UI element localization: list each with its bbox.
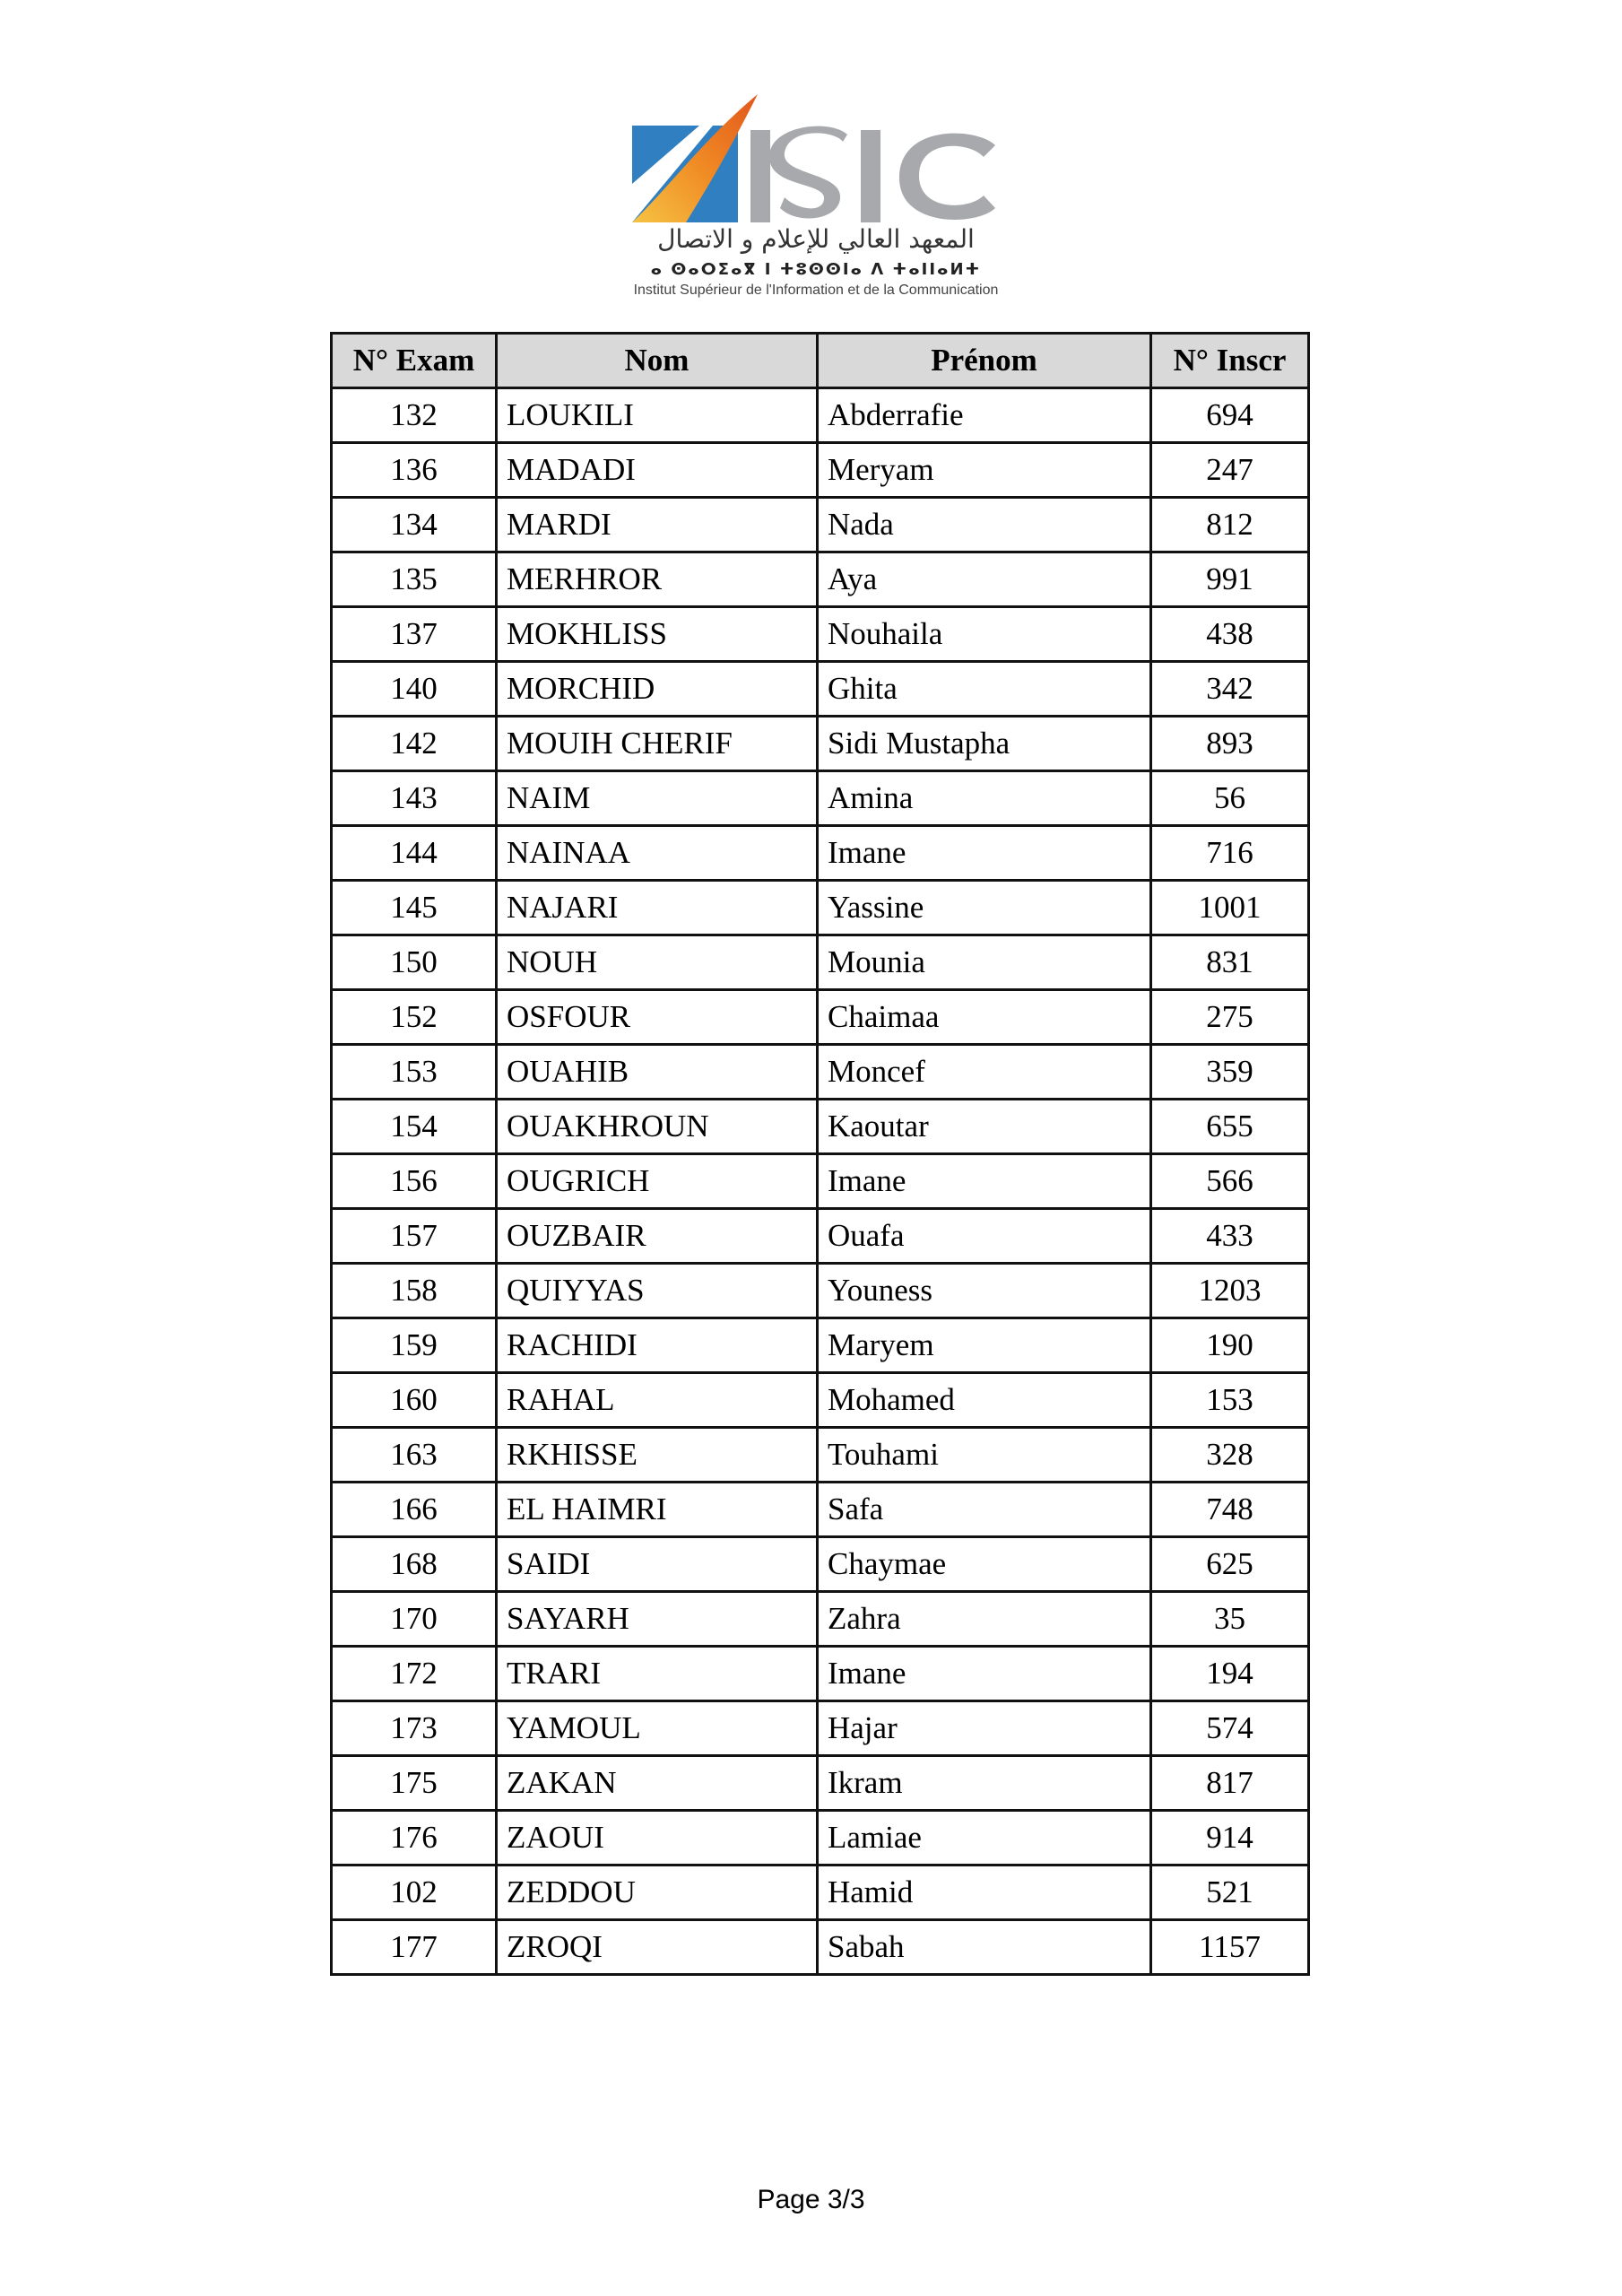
cell-exam-number: 102: [332, 1866, 497, 1920]
cell-exam-number: 157: [332, 1209, 497, 1264]
header-exam-number: N° Exam: [332, 334, 497, 388]
cell-first-name: Chaymae: [818, 1537, 1151, 1592]
cell-exam-number: 177: [332, 1920, 497, 1975]
cell-registration-number: 914: [1151, 1811, 1309, 1866]
cell-last-name: MADADI: [497, 443, 818, 498]
cell-registration-number: 625: [1151, 1537, 1309, 1592]
cell-registration-number: 1157: [1151, 1920, 1309, 1975]
table-row: [332, 717, 1309, 771]
table-row: [332, 771, 1309, 826]
cell-last-name: NAIM: [497, 771, 818, 826]
cell-exam-number: 140: [332, 662, 497, 717]
cell-last-name: EL HAIMRI: [497, 1483, 818, 1537]
table-row: [332, 607, 1309, 662]
cell-last-name: QUIYYAS: [497, 1264, 818, 1318]
cell-registration-number: 521: [1151, 1866, 1309, 1920]
table-row: [332, 990, 1309, 1045]
table-row: [332, 1428, 1309, 1483]
cell-exam-number: 143: [332, 771, 497, 826]
table-row: [332, 1100, 1309, 1154]
table-row: [332, 1920, 1309, 1975]
header-last-name: Nom: [497, 334, 818, 388]
cell-exam-number: 153: [332, 1045, 497, 1100]
cell-last-name: MORCHID: [497, 662, 818, 717]
header-registration-number: N° Inscr: [1151, 334, 1309, 388]
cell-last-name: NOUH: [497, 935, 818, 990]
cell-exam-number: 160: [332, 1373, 497, 1428]
cell-first-name: Meryam: [818, 443, 1151, 498]
table-row: [332, 1756, 1309, 1811]
cell-first-name: Mounia: [818, 935, 1151, 990]
cell-first-name: Hamid: [818, 1866, 1151, 1920]
cell-registration-number: 190: [1151, 1318, 1309, 1373]
cell-exam-number: 152: [332, 990, 497, 1045]
cell-registration-number: 831: [1151, 935, 1309, 990]
cell-first-name: Sabah: [818, 1920, 1151, 1975]
cell-exam-number: 134: [332, 498, 497, 552]
cell-last-name: MARDI: [497, 498, 818, 552]
cell-last-name: OUGRICH: [497, 1154, 818, 1209]
cell-exam-number: 168: [332, 1537, 497, 1592]
cell-registration-number: 1001: [1151, 881, 1309, 935]
table-row: [332, 1537, 1309, 1592]
cell-first-name: Safa: [818, 1483, 1151, 1537]
cell-exam-number: 144: [332, 826, 497, 881]
cell-last-name: OUAHIB: [497, 1045, 818, 1100]
cell-first-name: Amina: [818, 771, 1151, 826]
cell-registration-number: 433: [1151, 1209, 1309, 1264]
table-row: [332, 1592, 1309, 1647]
cell-first-name: Abderrafie: [818, 388, 1151, 443]
table-row: [332, 1811, 1309, 1866]
cell-registration-number: 247: [1151, 443, 1309, 498]
header-first-name: Prénom: [818, 334, 1151, 388]
isic-logo-mark: [632, 90, 1000, 224]
cell-exam-number: 154: [332, 1100, 497, 1154]
table-row: [332, 662, 1309, 717]
cell-last-name: RAHAL: [497, 1373, 818, 1428]
table-row: [332, 826, 1309, 881]
table-row: [332, 1209, 1309, 1264]
cell-last-name: OUAKHROUN: [497, 1100, 818, 1154]
cell-registration-number: 991: [1151, 552, 1309, 607]
cell-exam-number: 132: [332, 388, 497, 443]
table-row: [332, 1701, 1309, 1756]
cell-registration-number: 359: [1151, 1045, 1309, 1100]
cell-exam-number: 159: [332, 1318, 497, 1373]
cell-registration-number: 194: [1151, 1647, 1309, 1701]
cell-last-name: OSFOUR: [497, 990, 818, 1045]
cell-first-name: Ghita: [818, 662, 1151, 717]
table-row: [332, 552, 1309, 607]
cell-first-name: Nouhaila: [818, 607, 1151, 662]
cell-last-name: TRARI: [497, 1647, 818, 1701]
cell-first-name: Lamiae: [818, 1811, 1151, 1866]
cell-registration-number: 56: [1151, 771, 1309, 826]
cell-registration-number: 812: [1151, 498, 1309, 552]
cell-last-name: SAYARH: [497, 1592, 818, 1647]
table-row: [332, 1045, 1309, 1100]
table-row: [332, 1483, 1309, 1537]
cell-registration-number: 438: [1151, 607, 1309, 662]
cell-exam-number: 166: [332, 1483, 497, 1537]
table-row: [332, 1647, 1309, 1701]
logo-tagline-tifinagh: ⴰ ⵙⴰⵔⵉⴰⴳ ⵏ ⵜⵓⵙⵙⵏⴰ ⴷ ⵜⴰⵏⵏⴰⵍⵜ: [650, 260, 982, 279]
cell-last-name: MERHROR: [497, 552, 818, 607]
cell-registration-number: 566: [1151, 1154, 1309, 1209]
isic-logo: [632, 90, 1009, 309]
cell-registration-number: 694: [1151, 388, 1309, 443]
cell-first-name: Ouafa: [818, 1209, 1151, 1264]
cell-exam-number: 145: [332, 881, 497, 935]
table-header-row: [332, 334, 1309, 388]
cell-registration-number: 153: [1151, 1373, 1309, 1428]
cell-registration-number: 817: [1151, 1756, 1309, 1811]
cell-first-name: Maryem: [818, 1318, 1151, 1373]
cell-first-name: Chaimaa: [818, 990, 1151, 1045]
page-number: Page 3/3: [757, 2185, 865, 2214]
cell-first-name: Imane: [818, 1647, 1151, 1701]
cell-last-name: LOUKILI: [497, 388, 818, 443]
cell-exam-number: 170: [332, 1592, 497, 1647]
cell-registration-number: 748: [1151, 1483, 1309, 1537]
cell-last-name: YAMOUL: [497, 1701, 818, 1756]
table-body: [332, 388, 1309, 1975]
cell-first-name: Mohamed: [818, 1373, 1151, 1428]
cell-first-name: Nada: [818, 498, 1151, 552]
cell-last-name: SAIDI: [497, 1537, 818, 1592]
table-row: [332, 443, 1309, 498]
cell-last-name: NAINAA: [497, 826, 818, 881]
table-row: [332, 1866, 1309, 1920]
logo-tagline-arabic: المعهد العالي للإعلام و الاتصال: [657, 224, 975, 254]
cell-registration-number: 35: [1151, 1592, 1309, 1647]
table-row: [332, 1318, 1309, 1373]
cell-first-name: Hajar: [818, 1701, 1151, 1756]
cell-first-name: Ikram: [818, 1756, 1151, 1811]
cell-last-name: ZEDDOU: [497, 1866, 818, 1920]
cell-exam-number: 158: [332, 1264, 497, 1318]
cell-registration-number: 328: [1151, 1428, 1309, 1483]
cell-first-name: Touhami: [818, 1428, 1151, 1483]
cell-last-name: ZAOUI: [497, 1811, 818, 1866]
table-row: [332, 388, 1309, 443]
cell-exam-number: 137: [332, 607, 497, 662]
cell-first-name: Moncef: [818, 1045, 1151, 1100]
cell-last-name: MOUIH CHERIF: [497, 717, 818, 771]
table-row: [332, 498, 1309, 552]
table-row: [332, 1264, 1309, 1318]
cell-first-name: Imane: [818, 826, 1151, 881]
cell-exam-number: 135: [332, 552, 497, 607]
cell-exam-number: 173: [332, 1701, 497, 1756]
cell-first-name: Kaoutar: [818, 1100, 1151, 1154]
cell-exam-number: 175: [332, 1756, 497, 1811]
cell-first-name: Imane: [818, 1154, 1151, 1209]
table-row: [332, 935, 1309, 990]
cell-registration-number: 893: [1151, 717, 1309, 771]
cell-exam-number: 163: [332, 1428, 497, 1483]
student-table: [330, 332, 1310, 1976]
cell-last-name: RKHISSE: [497, 1428, 818, 1483]
cell-last-name: RACHIDI: [497, 1318, 818, 1373]
logo-tagline-french: Institut Supérieur de l'Information et de la Communication: [633, 283, 999, 298]
cell-exam-number: 150: [332, 935, 497, 990]
table-row: [332, 1373, 1309, 1428]
cell-first-name: Aya: [818, 552, 1151, 607]
cell-last-name: ZROQI: [497, 1920, 818, 1975]
cell-registration-number: 716: [1151, 826, 1309, 881]
cell-registration-number: 1203: [1151, 1264, 1309, 1318]
cell-last-name: MOKHLISS: [497, 607, 818, 662]
cell-registration-number: 655: [1151, 1100, 1309, 1154]
cell-last-name: OUZBAIR: [497, 1209, 818, 1264]
cell-exam-number: 156: [332, 1154, 497, 1209]
table-row: [332, 881, 1309, 935]
table-row: [332, 1154, 1309, 1209]
cell-first-name: Yassine: [818, 881, 1151, 935]
cell-last-name: NAJARI: [497, 881, 818, 935]
cell-registration-number: 574: [1151, 1701, 1309, 1756]
cell-first-name: Youness: [818, 1264, 1151, 1318]
cell-registration-number: 342: [1151, 662, 1309, 717]
cell-exam-number: 172: [332, 1647, 497, 1701]
cell-registration-number: 275: [1151, 990, 1309, 1045]
cell-exam-number: 142: [332, 717, 497, 771]
cell-last-name: ZAKAN: [497, 1756, 818, 1811]
cell-exam-number: 136: [332, 443, 497, 498]
cell-first-name: Sidi Mustapha: [818, 717, 1151, 771]
cell-exam-number: 176: [332, 1811, 497, 1866]
cell-first-name: Zahra: [818, 1592, 1151, 1647]
